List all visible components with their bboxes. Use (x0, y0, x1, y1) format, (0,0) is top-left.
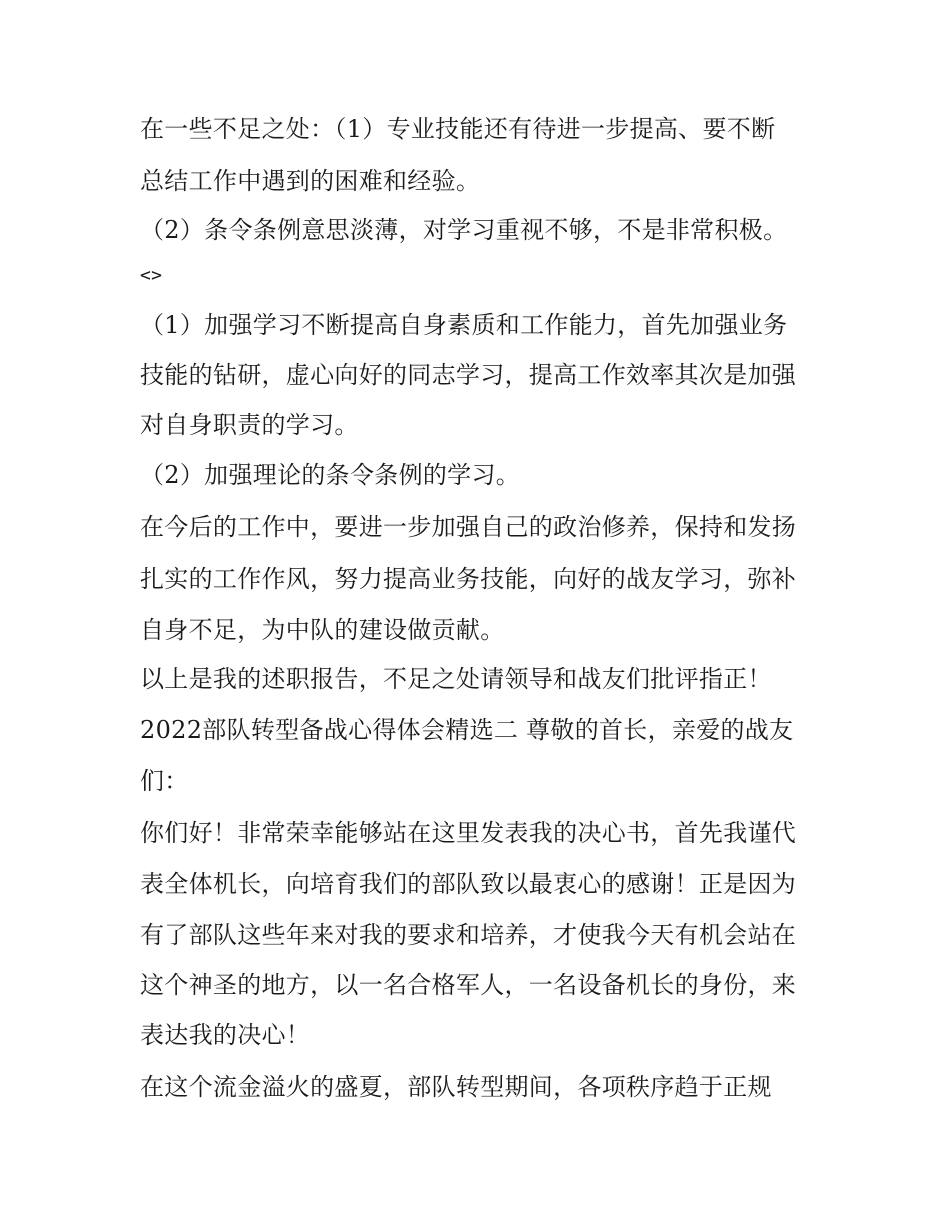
text-line-16: 表全体机长，向培育我们的部队致以最衷心的感谢！正是因为 (140, 870, 797, 898)
text-line-11: 自身不足，为中队的建设做贡献。 (140, 616, 505, 644)
text-line-10: 扎实的工作作风，努力提高业务技能，向好的战友学习，弥补 (140, 565, 797, 593)
text-line-3: （2）条令条例意思淡薄，对学习重视不够，不是非常积极。 (140, 216, 788, 244)
text-line-20: 在这个流金溢火的盛夏，部队转型期间，各项秩序趋于正规 (140, 1073, 772, 1101)
text-line-19: 表达我的决心！ (140, 1021, 311, 1049)
text-line-6: 技能的钻研，虚心向好的同志学习，提高工作效率其次是加强 (140, 361, 797, 389)
text-line-2: 总结工作中遇到的困难和经验。 (140, 167, 481, 195)
text-line-9: 在今后的工作中，要进一步加强自己的政治修养，保持和发扬 (140, 513, 797, 541)
text-line-1: 在一些不足之处：（1）专业技能还有待进一步提高、要不断 (140, 115, 776, 143)
text-line-15: 你们好！非常荣幸能够站在这里发表我的决心书，首先我谨代 (140, 819, 797, 847)
text-line-8: （2）加强理论的条令条例的学习。 (140, 461, 521, 489)
text-line-5: （1）加强学习不断提高自身素质和工作能力，首先加强业务 (140, 311, 788, 339)
text-line-7: 对自身职责的学习。 (140, 411, 359, 439)
text-line-13: 2022部队转型备战心得体会精选二 尊敬的首长，亲爱的战友 (140, 716, 794, 744)
text-line-14: 们： (140, 767, 189, 795)
text-line-12: 以上是我的述职报告，不足之处请领导和战友们批评指正！ (140, 665, 772, 693)
text-line-18: 这个神圣的地方，以一名合格军人，一名设备机长的身份，来 (140, 971, 797, 999)
text-line-4: <> (140, 265, 163, 286)
text-line-17: 有了部队这些年来对我的要求和培养，才使我今天有机会站在 (140, 921, 797, 949)
